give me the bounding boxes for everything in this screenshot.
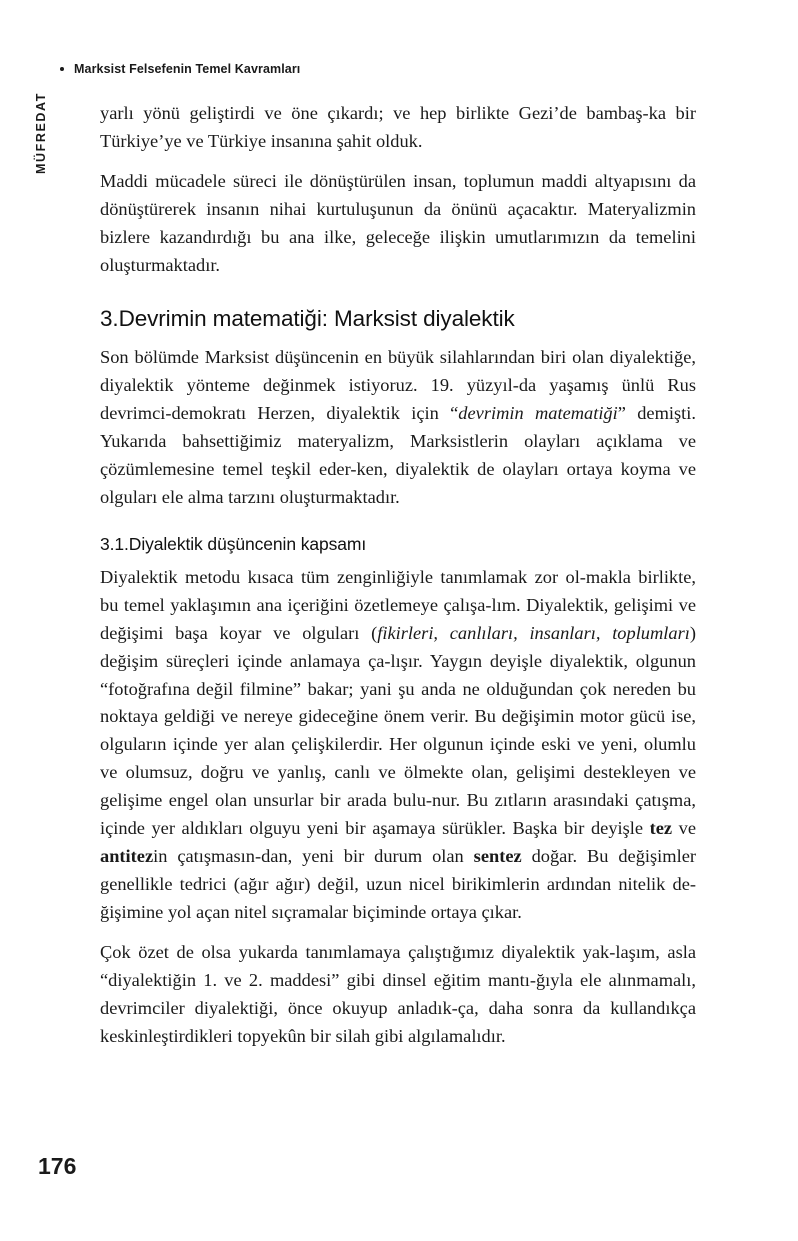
running-head-text: Marksist Felsefenin Temel Kavramları bbox=[74, 62, 301, 76]
paragraph-3 bbox=[100, 344, 696, 512]
paragraph-3-part-a: Son bölümde Marksist düşüncenin en büyük silahlarından biri olan diyalektiğe, diyalektik yönteme değinmek istiyoruz. 19. yüzyıl-da yaşamış ünlü Rus devrimci-demokratı Herzen, diyalektik için “ bbox=[100, 346, 696, 423]
paragraph-4-bold-antitez: antitez bbox=[100, 846, 154, 867]
paragraph-1: yarlı yönü geliştirdi ve öne çıkardı; ve hep birlikte Gezi’de bambaş-ka bir Türkiye’ye ve Türkiye insanına şahit olduk. bbox=[100, 103, 696, 151]
paragraph-4-emphasis: fikirleri, canlıları, insanları, toplumları bbox=[377, 622, 690, 643]
page-content bbox=[100, 100, 696, 1063]
running-head bbox=[60, 62, 300, 76]
paragraph-4-part-c: ve bbox=[672, 818, 696, 839]
paragraph-4-part-b: ) değişim süreçleri içinde anlamaya ça-lışır. Yaygın deyişle diyalektik, olgunun “fotoğrafına değil filmine” bakar; yani şu anda ne olduğundan çok nereden bu noktaya geldiği ve nereye gideceğine önem verir. Bu değişimin motor gücü ise, olguların içinde yer alan çelişkilerdir. Her olgunun içinde eski ve yeni, olumlu ve olumsuz, doğru ve yanlış, canlı ve ölmekte olan, gelişimi destekleyen ve gelişime engel olan unsurlar bir arada bulu-nur. Bu zıtların arasındaki çatışma, içinde yer aldıkları olguyu yeni bir aşamaya sürükler. Başka bir deyişle bbox=[100, 622, 696, 839]
paragraph-4 bbox=[100, 564, 696, 928]
paragraph-4-bold-tez: tez bbox=[649, 818, 673, 839]
paragraph-2: Maddi mücadele süreci ile dönüştürülen insan, toplumun maddi altyapısını da dönüştürerek insanın nihai kurtuluşunun da önünü açacaktır. Materyalizmin bizlere kazandırdığı bu ana ilke, geleceğe ilişkin umutlarımızın da temelini oluşturmaktadır. bbox=[100, 170, 696, 275]
paragraph-3-emphasis: devrimin matematiği bbox=[458, 402, 618, 423]
paragraph-3-part-b: ” demişti. Yukarıda bahsettiğimiz materyalizm, Marksistlerin olayları açıklama ve çözümlemesine temel teşkil eder-ken, diyalektik de olayları ortaya koyma ve olguları ele alma tarzını oluşturmaktadır. bbox=[100, 402, 696, 507]
subsection-heading-3-1: 3.1.Diyalektik düşüncenin kapsamı bbox=[100, 533, 367, 554]
paragraph-4-part-a: Diyalektik metodu kısaca tüm zenginliğiyle tanımlamak zor ol-makla birlikte, bu temel yaklaşımın ana içeriğini özetlemeye çalışa-lım. Diyalektik, gelişimi ve değişimi başa koyar ve olguları ( bbox=[100, 566, 696, 643]
page-number: 176 bbox=[38, 1153, 77, 1179]
paragraph-5: Çok özet de olsa yukarda tanımlamaya çalıştığımız diyalektik yak-laşım, asla “diyalektiğin 1. ve 2. maddesi” gibi dinsel eğitim mantı-ğıyla ele alınmamalı, devrimciler diyalektiği, önce okuyup anladık-ça, daha sonra da kullandıkça keskinleştirdikleri topyekûn bir silah gibi algılamalıdır. bbox=[100, 942, 696, 1047]
bullet-icon bbox=[60, 67, 64, 71]
paragraph-4-part-e: doğar. Bu değişimler genellikle tedrici (ağır ağır) değil, uzun nicel birikimlerin ardından nitelik de-ğişimine yol açan nitel sıçramalar biçiminde ortaya çıkar. bbox=[100, 846, 696, 923]
vertical-section-label: MÜFREDAT bbox=[34, 92, 48, 175]
paragraph-4-bold-sentez: sentez bbox=[473, 846, 522, 867]
paragraph-4-part-d: in çatışmasın-dan, yeni bir durum olan bbox=[153, 846, 474, 867]
section-heading-3: 3.Devrimin matematiği: Marksist diyalektik bbox=[100, 305, 515, 331]
